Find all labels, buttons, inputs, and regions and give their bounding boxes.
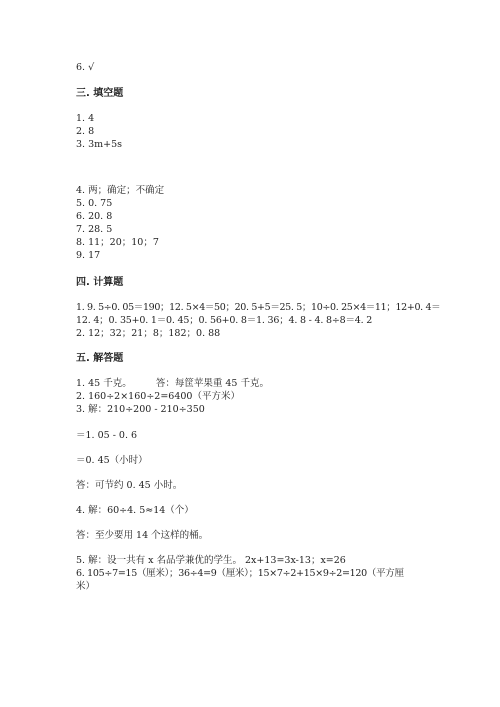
answer-line: 5. 解：设一共有 x 名品学兼优的学生。 2x+13=3x-13；x=26: [76, 555, 346, 566]
answer-line: ＝0. 45（小时）: [76, 455, 148, 466]
answer-line: 3. 解：210÷200 - 210÷350: [76, 404, 205, 415]
answer-line: 1. 45 千克。 答：每筐苹果重 45 千克。: [76, 378, 269, 389]
answer-line: 2. 12；32；21；8；182；0. 88: [76, 328, 221, 339]
answer-line: 8. 11；20；10；7: [76, 237, 159, 248]
answer-line: 3. 3m+5s: [76, 139, 123, 150]
section-heading-fill-blank: 三. 填空题: [76, 88, 124, 99]
answer-line: ＝1. 05 - 0. 6: [76, 430, 138, 441]
answer-line: 9. 17: [76, 250, 101, 261]
answer-line: 6. √: [76, 62, 95, 73]
section-heading-word-problems: 五. 解答题: [76, 353, 124, 364]
answer-line: 1. 4: [76, 113, 95, 124]
answer-line: 答：可节约 0. 45 小时。: [76, 480, 183, 491]
answer-line: 米）: [76, 581, 96, 592]
answer-line: 2. 8: [76, 126, 95, 137]
answer-line: 4. 解：60÷4. 5≈14（个）: [76, 505, 194, 516]
answer-line: 6. 20. 8: [76, 211, 113, 222]
answer-line: 6. 105÷7=15（厘米）；36÷4=9（厘米）；15×7÷2+15×9÷2=120（平方厘: [76, 568, 404, 579]
answer-line: 12. 4；0. 35+0. 1＝0. 45；0. 56+0. 8＝1. 36；4. 8 - 4. 8÷8＝4. 2: [76, 315, 373, 326]
answer-line: 4. 两；确定；不确定: [76, 185, 165, 196]
answer-line: 5. 0. 75: [76, 198, 113, 209]
answer-line: 1. 9. 5÷0. 05＝190；12. 5×4＝50；20. 5+5＝25. 5；10÷0. 25×4＝11；12+0. 4＝: [76, 302, 441, 313]
answer-line: 2. 160÷2×160÷2=6400（平方米）: [76, 391, 240, 402]
answer-line: 答：至少要用 14 个这样的桶。: [76, 530, 209, 541]
section-heading-calculation: 四. 计算题: [76, 277, 124, 288]
answer-line: 7. 28. 5: [76, 224, 113, 235]
